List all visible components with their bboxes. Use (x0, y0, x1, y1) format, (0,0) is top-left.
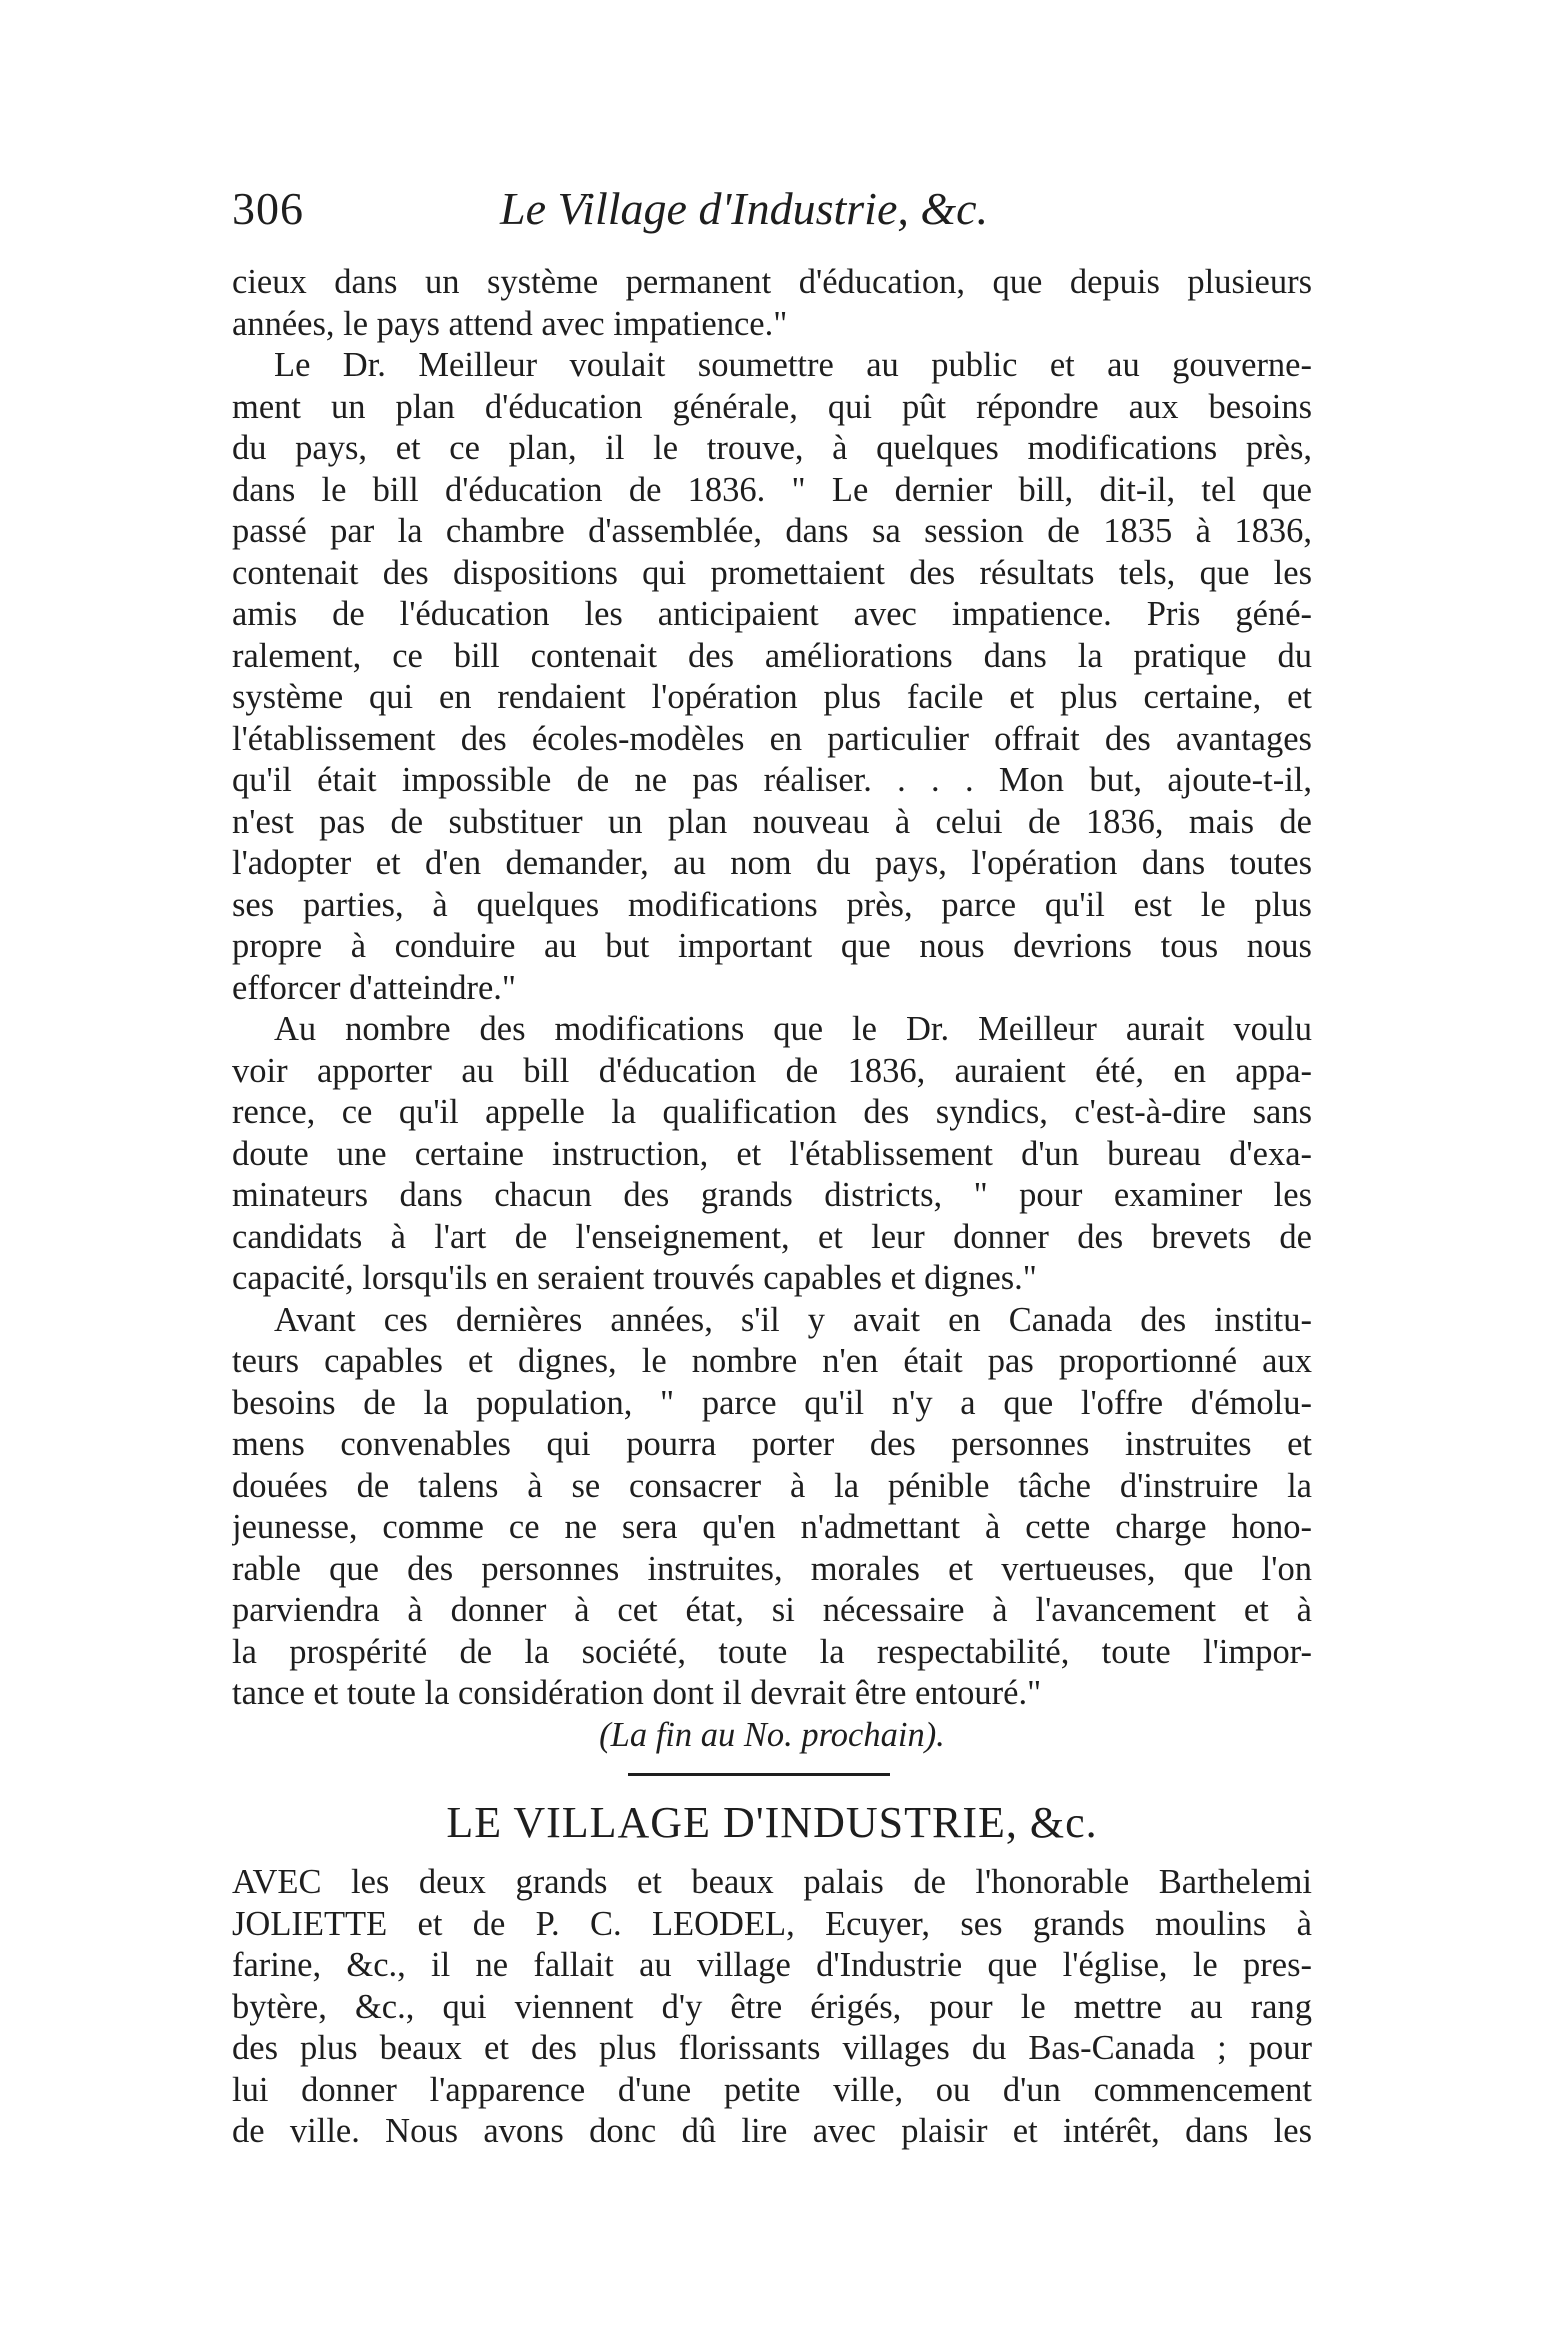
article-body-new (232, 1862, 1312, 2153)
text-line: système qui en rendaient l'opération plus facile et plus certaine, et (232, 678, 1312, 716)
text-line: parviendra à donner à cet état, si nécessaire à l'avancement et à (232, 1591, 1312, 1629)
text-line: lui donner l'apparence d'une petite ville, ou d'un commencement (232, 2070, 1312, 2109)
text-line: voir apporter au bill d'éducation de 1836, auraient été, en appa- (232, 1051, 1312, 1090)
text-line: Avant ces dernières années, s'il y avait en Canada des institu- (274, 1300, 1312, 1339)
section-heading: LE VILLAGE D'INDUSTRIE, &c. (446, 1798, 1098, 1847)
running-title: Le Village d'Industrie, &c. (500, 183, 989, 234)
text-line: l'adopter et d'en demander, au nom du pays, l'opération dans toutes (232, 844, 1312, 882)
text-line: cieux dans un système permanent d'éducation, que depuis plusieurs (232, 263, 1312, 301)
text-line: AVEC les deux grands et beaux palais de l'honorable Barthelemi (232, 1863, 1312, 1901)
text-line: années, le pays attend avec impatience." (232, 304, 788, 343)
text-line: passé par la chambre d'assemblée, dans sa session de 1835 à 1836, (232, 512, 1312, 550)
text-line: contenait des dispositions qui promettaient des résultats tels, que les (232, 553, 1312, 592)
text-line: la prospérité de la société, toute la respectabilité, toute l'impor- (232, 1632, 1312, 1671)
text-line: besoins de la population, " parce qu'il n'y a que l'offre d'émolu- (232, 1383, 1312, 1422)
page-number: 306 (232, 183, 304, 234)
text-line: dans le bill d'éducation de 1836. " Le dernier bill, dit-il, tel que (232, 470, 1312, 509)
text-line: mens convenables qui pourra porter des personnes instruites et (232, 1425, 1312, 1463)
text-line: efforcer d'atteindre." (232, 968, 517, 1007)
text-line: doute une certaine instruction, et l'établissement d'un bureau d'exa- (232, 1134, 1312, 1173)
text-line: jeunesse, comme ce ne sera qu'en n'admettant à cette charge hono- (232, 1508, 1312, 1546)
text-line: ment un plan d'éducation générale, qui pût répondre aux besoins (232, 387, 1312, 426)
text-line: bytère, &c., qui viennent d'y être érigés, pour le mettre au rang (232, 1987, 1312, 2026)
text-line: ralement, ce bill contenait des améliorations dans la pratique du (232, 636, 1312, 675)
text-line: l'établissement des écoles-modèles en particulier offrait des avantages (232, 719, 1312, 758)
text-line: Au nombre des modifications que le Dr. Meilleur aurait voulu (274, 1010, 1312, 1048)
section-divider (628, 1773, 890, 1776)
text-line: teurs capables et dignes, le nombre n'en était pas proportionné aux (232, 1342, 1312, 1380)
article-body-continued (232, 262, 1312, 1756)
text-line: amis de l'éducation les anticipaient avec impatience. Pris géné- (232, 595, 1312, 633)
text-line: minateurs dans chacun des grands districts, " pour examiner les (232, 1176, 1312, 1214)
text-line: tance et toute la considération dont il devrait être entouré." (232, 1674, 1042, 1712)
text-line: qu'il était impossible de ne pas réaliser. . . . Mon but, ajoute-t-il, (232, 761, 1312, 799)
continuation-note: (La fin au No. prochain). (599, 1715, 945, 1754)
text-line: douées de talens à se consacrer à la pénible tâche d'instruire la (232, 1466, 1312, 1505)
text-line: rable que des personnes instruites, morales et vertueuses, que l'on (232, 1549, 1312, 1588)
text-line: des plus beaux et des plus florissants villages du Bas-Canada ; pour (232, 2029, 1312, 2067)
text-line: ses parties, à quelques modifications près, parce qu'il est le plus (232, 885, 1312, 924)
text-line: de ville. Nous avons donc dû lire avec plaisir et intérêt, dans les (232, 2112, 1312, 2150)
page-header (232, 182, 1312, 242)
text-line: capacité, lorsqu'ils en seraient trouvés capables et dignes." (232, 1259, 1037, 1297)
text-line: n'est pas de substituer un plan nouveau à celui de 1836, mais de (232, 802, 1312, 841)
text-line: du pays, et ce plan, il le trouve, à quelques modifications près, (232, 429, 1312, 467)
text-line: farine, &c., il ne fallait au village d'Industrie que l'église, le pres- (232, 1946, 1312, 1984)
text-line: rence, ce qu'il appelle la qualification des syndics, c'est-à-dire sans (232, 1093, 1312, 1131)
text-line: propre à conduire au but important que nous devrions tous nous (232, 927, 1312, 965)
text-line: Le Dr. Meilleur voulait soumettre au public et au gouverne- (274, 346, 1312, 384)
text-line: JOLIETTE et de P. C. LEODEL, Ecuyer, ses grands moulins à (232, 1904, 1312, 1943)
text-line: candidats à l'art de l'enseignement, et leur donner des brevets de (232, 1217, 1312, 1256)
